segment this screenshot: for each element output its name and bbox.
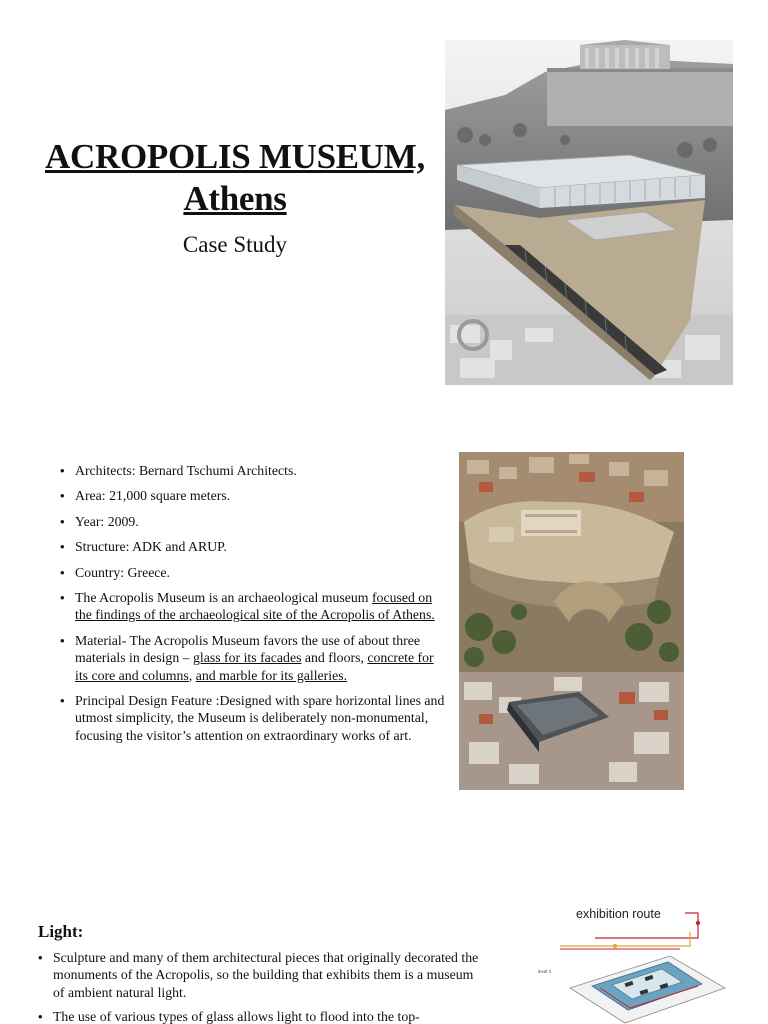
material-concrete: concrete for its core and columns <box>75 650 434 683</box>
title-slide <box>0 0 768 410</box>
fact-material <box>60 632 445 684</box>
light-item-glass-text: The use of various types of glass allows light to flood into the top- <box>53 1009 420 1024</box>
fact-design-feature-text: Principal Design Feature :Designed with spare horizontal lines and utmost simplicity, the Museum is deliberately non-monumental, focusing the visitor’s attention on extraordinary works of art. <box>75 693 445 743</box>
facts-list <box>60 462 445 752</box>
fact-area <box>60 487 445 504</box>
diagram-title: exhibition route <box>576 907 661 921</box>
light-list <box>38 949 488 1024</box>
fact-architects <box>60 462 445 479</box>
subtitle: Case Study <box>182 232 288 257</box>
fact-description-underlined: focused on the findings of the archaeological site of the Acropolis of Athens. <box>75 590 435 623</box>
fact-year-text: Year: 2009. <box>75 513 139 529</box>
museum-rendering-image <box>445 40 733 385</box>
material-marble: and marble for its galleries. <box>195 667 348 683</box>
fact-country <box>60 564 445 581</box>
material-glass: glass for its facades <box>193 650 302 666</box>
aerial-photo-image <box>459 452 684 790</box>
title-block <box>20 136 450 258</box>
facts-slide <box>0 410 768 850</box>
title-line-1: ACROPOLIS MUSEUM, <box>45 137 425 176</box>
route-dot-2 <box>613 944 617 948</box>
fact-material-text: Material- The Acropolis Museum favors the use of about three materials in design – <box>75 632 420 666</box>
light-item-sculpture-text: Sculpture and many of them architectural pieces that originally decorated the monuments of the Acropolis, so the building that exhibits them is a museum of ambient natural light. <box>53 950 479 1000</box>
title-line-2: Athens <box>183 179 287 218</box>
material-sep-2: , <box>188 667 196 683</box>
fact-architects-text: Architects: Bernard Tschumi Architects. <box>75 463 297 478</box>
fact-area-text: Area: 21,000 square meters. <box>75 488 231 504</box>
fact-structure-text: Structure: ADK and ARUP. <box>75 539 227 555</box>
light-heading: Light: <box>38 922 84 941</box>
fact-design-feature <box>60 692 445 744</box>
light-item-glass <box>38 1008 488 1024</box>
exhibition-route-diagram <box>530 898 730 1024</box>
fact-description <box>60 589 445 624</box>
level-label: level 3 <box>538 969 552 974</box>
route-dot-1 <box>696 921 700 925</box>
fact-description-text: The Acropolis Museum is an archaeological museum <box>75 590 372 606</box>
light-item-sculpture <box>38 949 488 1001</box>
light-slide <box>0 850 768 1024</box>
material-sep-1: and floors, <box>301 650 368 666</box>
fact-year <box>60 513 445 530</box>
fact-country-text: Country: Greece. <box>75 564 171 580</box>
fact-structure <box>60 538 445 555</box>
